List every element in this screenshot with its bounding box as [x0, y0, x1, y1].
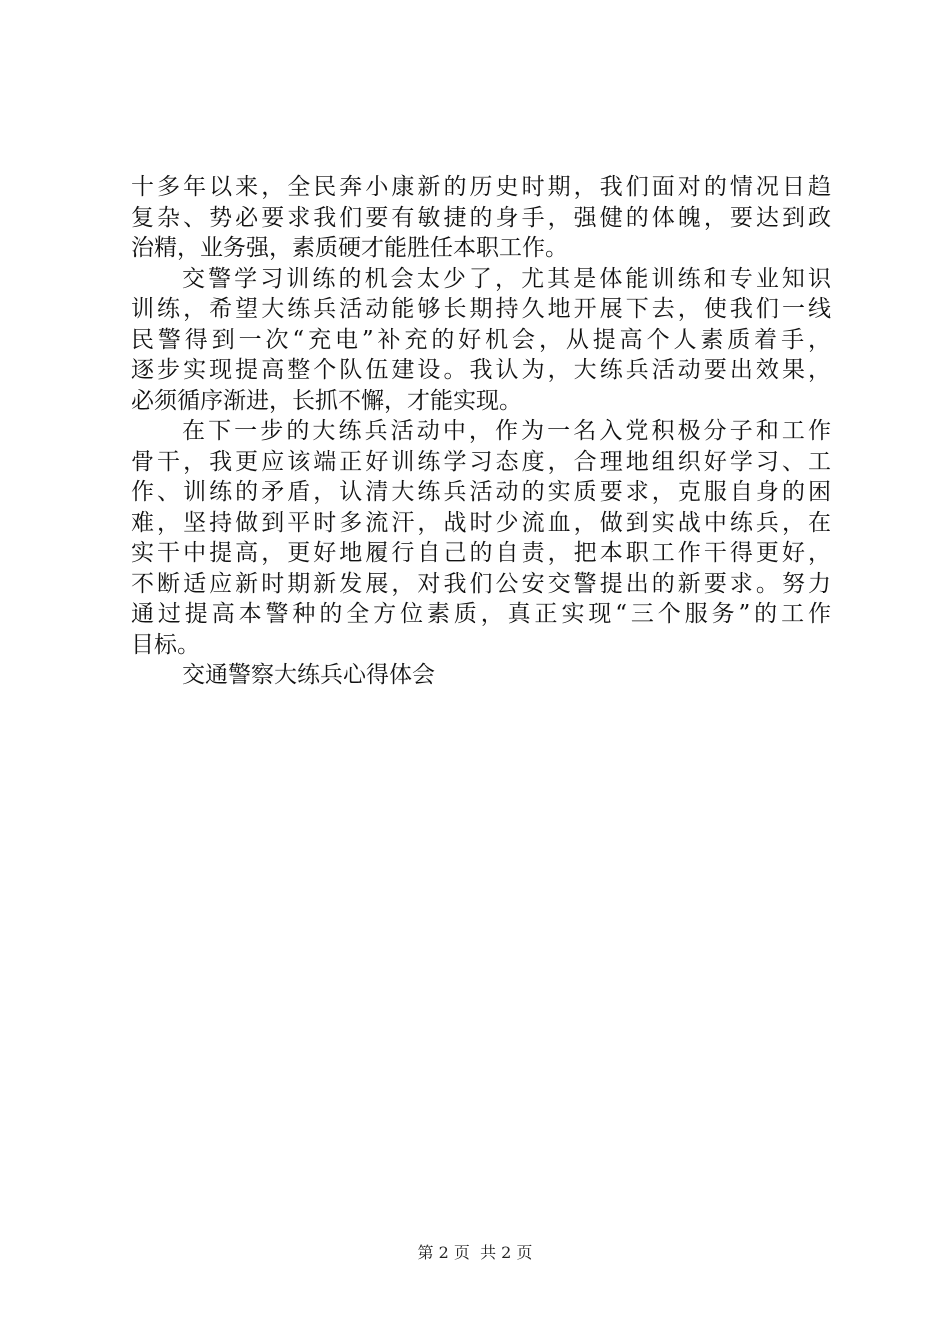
- text-line: 实干中提高，更好地履行自己的自责，把本职工作干得更好，: [131, 540, 831, 566]
- text-line: 交警学习训练的机会太少了，尤其是体能训练和专业知识: [182, 265, 831, 292]
- body-text: [131, 172, 831, 691]
- text-line: 通过提高本警种的全方位素质，真正实现“三个服务”的工作: [131, 601, 831, 627]
- page-footer: [0, 1242, 950, 1264]
- text-line: 逐步实现提高整个队伍建设。我认为，大练兵活动要出效果，: [131, 357, 831, 383]
- text-line: 作、训练的矛盾，认清大练兵活动的实质要求，克服自身的困: [131, 479, 831, 505]
- text-line: 十多年以来，全民奔小康新的历史时期，我们面对的情况日趋: [131, 174, 831, 200]
- text-line: 不断适应新时期新发展，对我们公安交警提出的新要求。努力: [131, 570, 831, 597]
- text-line: 骨干，我更应该端正好训练学习态度，合理地组织好学习、工: [131, 448, 831, 475]
- page-number-label: 第 2 页 共 2 页: [417, 1243, 533, 1262]
- text-line: 复杂、势必要求我们要有敏捷的身手，强健的体魄，要达到政: [131, 204, 831, 231]
- text-line: 难，坚持做到平时多流汗，战时少流血，做到实战中练兵，在: [131, 509, 831, 536]
- text-line: 交通警察大练兵心得体会: [182, 662, 435, 688]
- text-line: 目标。: [131, 631, 200, 658]
- text-line: 必须循序渐进，长抓不懈，才能实现。: [131, 387, 522, 414]
- text-line: 治精，业务强，素质硬才能胜任本职工作。: [131, 235, 568, 261]
- text-line: 民警得到一次“充电”补充的好机会，从提高个人素质着手，: [131, 326, 831, 353]
- text-line: 在下一步的大练兵活动中，作为一名入党积极分子和工作: [182, 418, 831, 444]
- text-line: 训练，希望大练兵活动能够长期持久地开展下去，使我们一线: [131, 296, 831, 322]
